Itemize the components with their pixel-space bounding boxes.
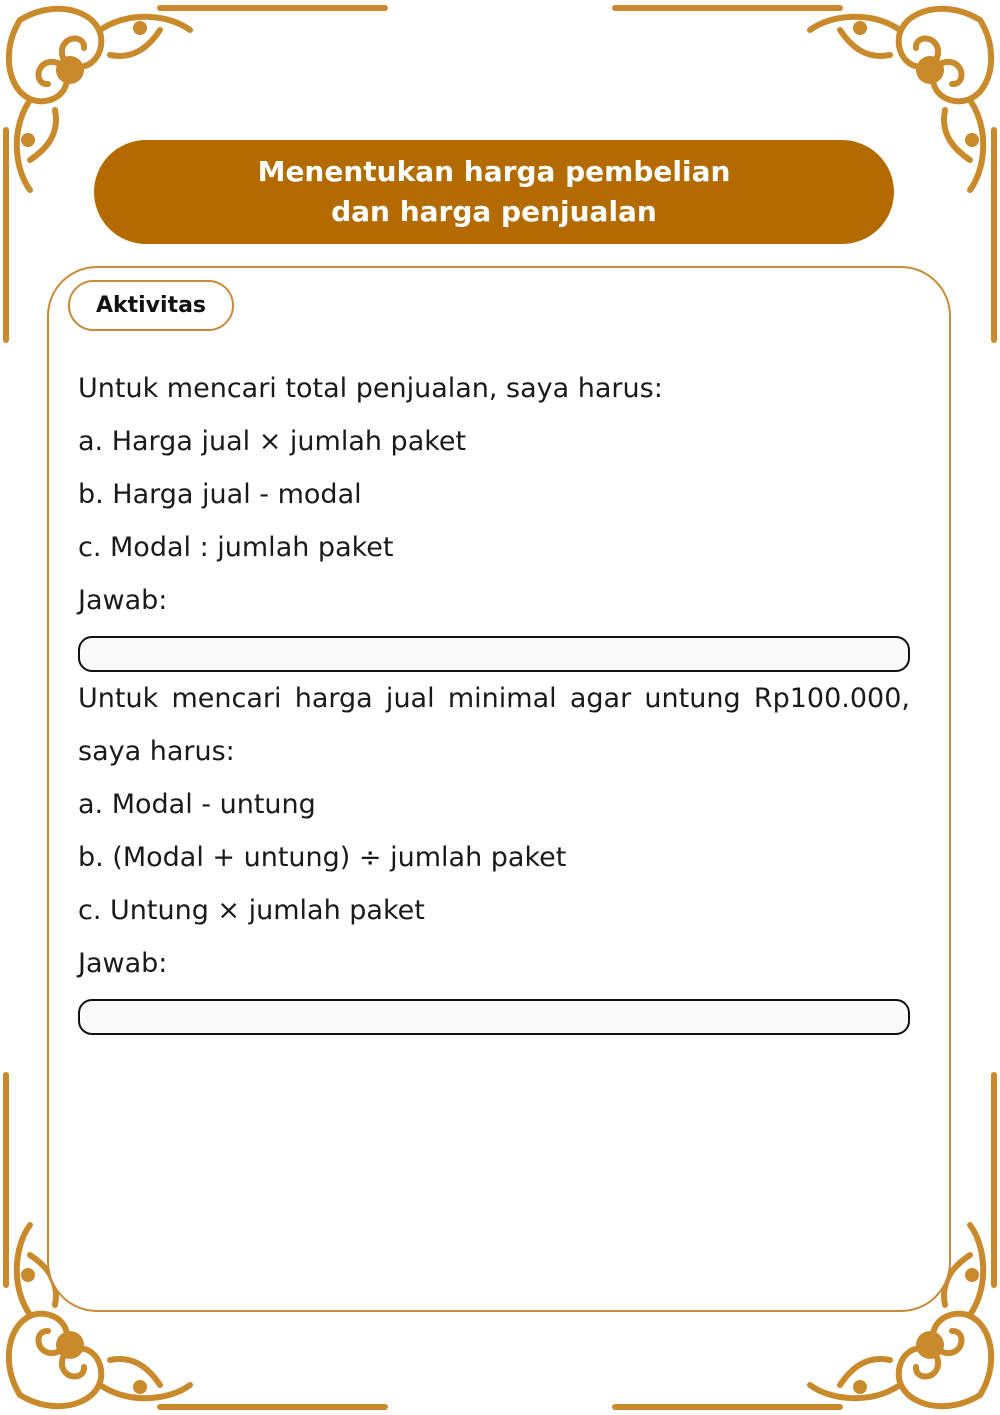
question-2-option-a: a. Modal - untung bbox=[78, 789, 316, 820]
title-line-1: Menentukan harga pembelian bbox=[257, 155, 731, 188]
question-1-prompt: Untuk mencari total penjualan, saya harus: bbox=[78, 373, 663, 404]
activity-content bbox=[78, 362, 910, 1035]
page-title bbox=[94, 140, 894, 244]
question-1-answer-label: Jawab: bbox=[78, 585, 168, 616]
activity-tag bbox=[68, 280, 234, 331]
question-2-prompt: Untuk mencari harga jual minimal agar untung Rp100.000, saya harus: bbox=[78, 683, 910, 767]
question-1-answer-field[interactable] bbox=[78, 636, 910, 672]
question-1-option-c: c. Modal : jumlah paket bbox=[78, 532, 394, 563]
question-2-answer-field[interactable] bbox=[78, 999, 910, 1035]
question-2-answer-label: Jawab: bbox=[78, 948, 168, 979]
question-1-option-a: a. Harga jual × jumlah paket bbox=[78, 426, 467, 457]
question-1-option-b: b. Harga jual - modal bbox=[78, 479, 362, 510]
activity-tag-label: Aktivitas bbox=[95, 293, 207, 318]
question-2-option-c: c. Untung × jumlah paket bbox=[78, 895, 425, 926]
question-2-option-b: b. (Modal + untung) ÷ jumlah paket bbox=[78, 842, 567, 873]
title-line-2: dan harga penjualan bbox=[331, 195, 657, 228]
